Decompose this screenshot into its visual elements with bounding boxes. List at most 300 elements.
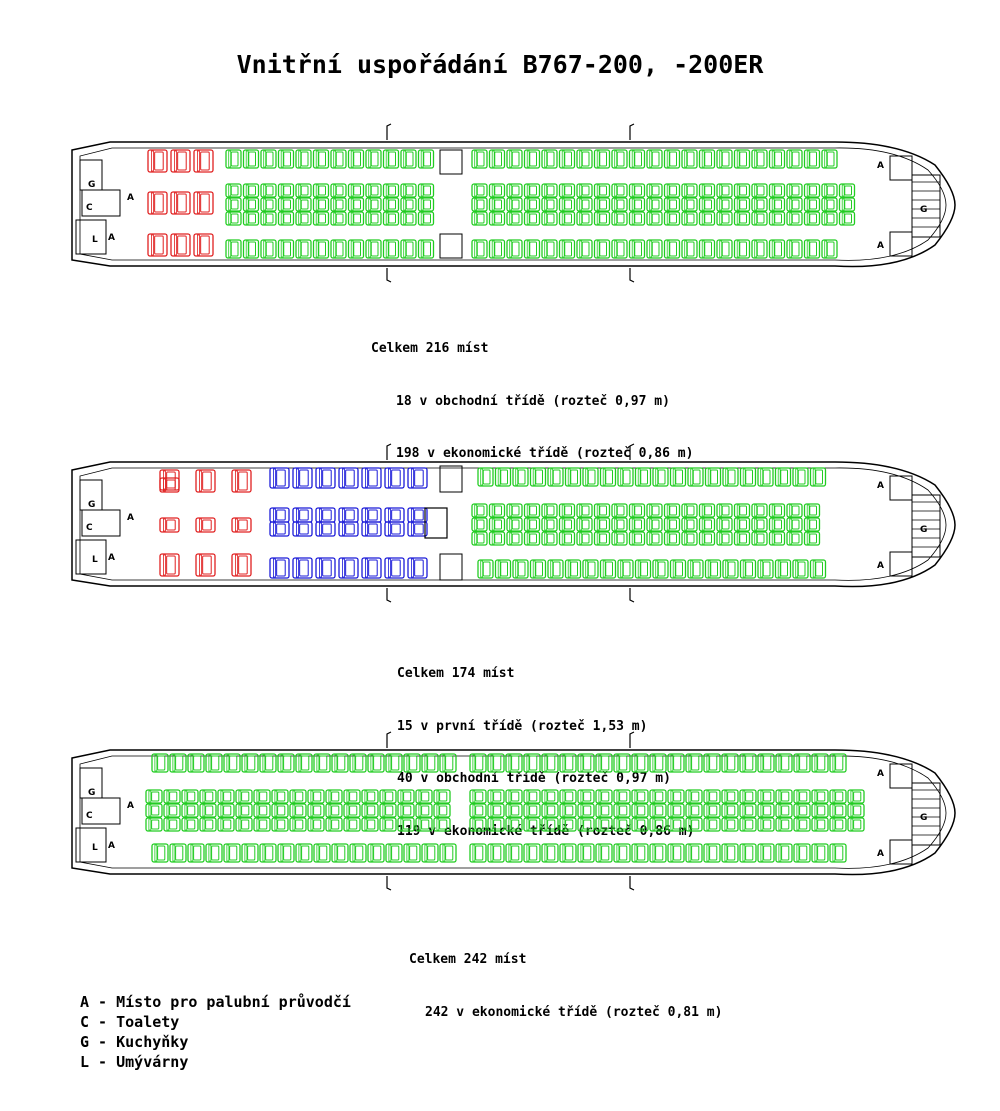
economy-seat — [741, 468, 756, 486]
economy-seat — [404, 754, 420, 772]
economy-seat — [752, 240, 767, 258]
economy-seat — [740, 818, 756, 831]
economy-seat — [398, 790, 414, 803]
economy-seat — [650, 790, 666, 803]
economy-seat — [434, 790, 450, 803]
economy-seat — [717, 518, 732, 531]
economy-seat — [840, 184, 855, 197]
economy-seat — [401, 212, 416, 225]
economy-seat — [647, 150, 662, 168]
business-seat — [316, 522, 335, 536]
economy-seat — [630, 198, 645, 211]
economy-seat — [308, 790, 324, 803]
economy-seat — [254, 790, 270, 803]
economy-seat — [507, 518, 522, 531]
economy-seat — [542, 212, 557, 225]
economy-seat — [811, 468, 826, 486]
economy-seat — [470, 844, 486, 862]
economy-seat — [647, 184, 662, 197]
economy-seat — [416, 790, 432, 803]
economy-seat — [542, 818, 558, 831]
legend-toilet: C - Toalety — [80, 1013, 180, 1031]
economy-seat — [612, 150, 627, 168]
economy-seat — [525, 212, 540, 225]
lavatory-block — [76, 540, 106, 574]
economy-seat — [401, 150, 416, 168]
economy-seat — [793, 560, 808, 578]
economy-seat — [735, 504, 750, 517]
economy-seat — [647, 504, 662, 517]
economy-seat — [805, 240, 820, 258]
economy-seat — [770, 198, 785, 211]
legend-lavatory: L - Umývárny — [80, 1053, 189, 1071]
economy-seat — [787, 150, 802, 168]
economy-seat — [577, 212, 592, 225]
economy-seat — [525, 184, 540, 197]
economy-seat — [260, 754, 276, 772]
lavatory-block — [76, 828, 106, 862]
economy-seat — [682, 240, 697, 258]
economy-seat — [384, 240, 399, 258]
economy-seat — [717, 240, 732, 258]
economy-seat — [776, 790, 792, 803]
door-marker-top — [630, 444, 634, 460]
economy-seat — [490, 504, 505, 517]
economy-seat — [630, 240, 645, 258]
business-seat — [385, 508, 404, 522]
economy-seat — [830, 790, 846, 803]
first-seat — [160, 518, 179, 532]
economy-seat — [490, 198, 505, 211]
economy-seat — [632, 844, 648, 862]
economy-seat — [218, 818, 234, 831]
economy-seat — [740, 844, 756, 862]
economy-seat — [326, 790, 342, 803]
toilet-label: C — [86, 203, 93, 213]
business-seat — [385, 468, 404, 488]
economy-seat — [419, 198, 434, 211]
economy-seat — [583, 560, 598, 578]
economy-seat — [752, 150, 767, 168]
seat-map-config-3 — [0, 728, 1000, 898]
economy-seat — [632, 790, 648, 803]
economy-seat — [244, 198, 259, 211]
economy-seat — [362, 818, 378, 831]
economy-seat — [682, 184, 697, 197]
attendant-label: A — [108, 233, 115, 243]
business-seat — [270, 522, 289, 536]
business-seat — [339, 522, 358, 536]
economy-seat — [470, 790, 486, 803]
economy-seat — [647, 240, 662, 258]
economy-seat — [472, 518, 487, 531]
economy-seat — [331, 212, 346, 225]
economy-seat — [787, 212, 802, 225]
business-seat — [316, 558, 335, 578]
economy-seat — [331, 198, 346, 211]
economy-seat — [416, 818, 432, 831]
economy-seat — [668, 844, 684, 862]
economy-seat — [740, 804, 756, 817]
economy-seat — [470, 818, 486, 831]
economy-seat — [244, 150, 259, 168]
economy-seat — [665, 198, 680, 211]
economy-seat — [404, 844, 420, 862]
config-1-total: Celkem 216 míst — [371, 341, 489, 356]
business-seat — [362, 558, 381, 578]
economy-seat — [647, 532, 662, 545]
economy-seat — [244, 212, 259, 225]
economy-seat — [434, 818, 450, 831]
economy-seat — [224, 844, 240, 862]
economy-seat — [384, 150, 399, 168]
economy-seat — [735, 240, 750, 258]
economy-seat — [548, 560, 563, 578]
economy-seat — [650, 818, 666, 831]
economy-seat — [422, 844, 438, 862]
economy-seat — [344, 818, 360, 831]
galley-label: G — [88, 180, 96, 190]
economy-seat — [296, 844, 312, 862]
economy-seat — [472, 184, 487, 197]
economy-seat — [488, 844, 504, 862]
economy-seat — [560, 504, 575, 517]
economy-seat — [366, 240, 381, 258]
door-marker-bottom — [630, 588, 634, 602]
economy-seat — [700, 504, 715, 517]
economy-seat — [630, 532, 645, 545]
page-title: Vnitřní uspořádání B767-200, -200ER — [236, 50, 764, 79]
economy-seat — [787, 198, 802, 211]
mid-lav — [440, 466, 462, 492]
economy-seat — [805, 184, 820, 197]
economy-seat — [472, 212, 487, 225]
economy-seat — [770, 532, 785, 545]
economy-seat — [560, 198, 575, 211]
economy-seat — [525, 532, 540, 545]
economy-seat — [665, 518, 680, 531]
economy-seat — [770, 212, 785, 225]
economy-seat — [717, 532, 732, 545]
economy-seat — [682, 150, 697, 168]
economy-seat — [349, 150, 364, 168]
economy-seat — [350, 844, 366, 862]
economy-seat — [722, 818, 738, 831]
economy-seat — [332, 844, 348, 862]
economy-seat — [548, 468, 563, 486]
door-marker-top — [387, 732, 391, 748]
economy-seat — [722, 844, 738, 862]
economy-seat — [840, 212, 855, 225]
economy-seat — [595, 518, 610, 531]
business-seat — [148, 192, 167, 214]
door-marker-bottom — [630, 268, 634, 282]
economy-seat — [700, 212, 715, 225]
config-2-line-2: 40 v obchodní třídě (rozteč 0,97 m) — [397, 771, 671, 786]
economy-seat — [770, 240, 785, 258]
business-seat — [171, 192, 190, 214]
economy-seat — [419, 184, 434, 197]
economy-seat — [682, 212, 697, 225]
economy-seat — [331, 184, 346, 197]
economy-seat — [665, 504, 680, 517]
economy-seat — [758, 844, 774, 862]
economy-seat — [647, 518, 662, 531]
economy-seat — [614, 754, 630, 772]
door-marker-top — [387, 444, 391, 460]
economy-seat — [706, 560, 721, 578]
economy-seat — [776, 804, 792, 817]
business-seat — [408, 508, 427, 522]
economy-seat — [386, 844, 402, 862]
economy-seat — [236, 804, 252, 817]
economy-seat — [840, 198, 855, 211]
economy-seat — [242, 844, 258, 862]
business-seat — [270, 468, 289, 488]
mid-lav — [440, 234, 462, 258]
toilet-label: C — [86, 523, 93, 533]
economy-seat — [723, 468, 738, 486]
economy-seat — [362, 790, 378, 803]
economy-seat — [686, 818, 702, 831]
economy-seat — [244, 184, 259, 197]
economy-seat — [524, 818, 540, 831]
economy-seat — [812, 790, 828, 803]
economy-seat — [595, 240, 610, 258]
economy-seat — [366, 150, 381, 168]
economy-seat — [419, 150, 434, 168]
economy-seat — [717, 504, 732, 517]
economy-seat — [531, 560, 546, 578]
economy-seat — [776, 844, 792, 862]
economy-seat — [787, 240, 802, 258]
business-seat — [362, 468, 381, 488]
economy-seat — [507, 198, 522, 211]
economy-seat — [665, 184, 680, 197]
economy-seat — [665, 532, 680, 545]
economy-seat — [542, 518, 557, 531]
economy-seat — [507, 504, 522, 517]
config-2-line-1: 15 v první třídě (rozteč 1,53 m) — [397, 718, 648, 734]
business-seat — [171, 234, 190, 256]
economy-seat — [614, 818, 630, 831]
economy-seat — [560, 844, 576, 862]
economy-seat — [170, 844, 186, 862]
front-lav-bottom — [890, 232, 912, 256]
economy-seat — [650, 804, 666, 817]
first-seat — [196, 470, 215, 492]
business-seat — [293, 508, 312, 522]
economy-seat — [362, 804, 378, 817]
config-3-summary — [409, 916, 722, 1039]
first-seat — [196, 554, 215, 576]
economy-seat — [560, 240, 575, 258]
economy-seat — [200, 818, 216, 831]
economy-seat — [507, 150, 522, 168]
economy-seat — [188, 754, 204, 772]
economy-seat — [525, 504, 540, 517]
economy-seat — [770, 504, 785, 517]
economy-seat — [700, 240, 715, 258]
economy-seat — [630, 184, 645, 197]
economy-seat — [776, 754, 792, 772]
economy-seat — [279, 240, 294, 258]
economy-seat — [236, 818, 252, 831]
economy-seat — [752, 198, 767, 211]
economy-seat — [525, 150, 540, 168]
economy-seat — [596, 754, 612, 772]
economy-seat — [472, 532, 487, 545]
economy-seat — [542, 804, 558, 817]
economy-seat — [794, 844, 810, 862]
economy-seat — [741, 560, 756, 578]
economy-seat — [612, 532, 627, 545]
economy-seat — [314, 150, 329, 168]
economy-seat — [296, 240, 311, 258]
business-seat — [270, 558, 289, 578]
economy-seat — [704, 754, 720, 772]
front-galley-label: G — [920, 525, 928, 535]
economy-seat — [704, 790, 720, 803]
economy-seat — [314, 184, 329, 197]
economy-seat — [401, 240, 416, 258]
economy-seat — [717, 212, 732, 225]
economy-seat — [671, 468, 686, 486]
economy-seat — [612, 504, 627, 517]
economy-seat — [524, 804, 540, 817]
economy-seat — [596, 844, 612, 862]
economy-seat — [490, 518, 505, 531]
economy-seat — [296, 150, 311, 168]
business-seat — [339, 558, 358, 578]
economy-seat — [380, 818, 396, 831]
economy-seat — [578, 804, 594, 817]
economy-seat — [577, 518, 592, 531]
economy-seat — [182, 818, 198, 831]
economy-seat — [700, 532, 715, 545]
economy-seat — [665, 212, 680, 225]
economy-seat — [682, 198, 697, 211]
economy-seat — [560, 532, 575, 545]
lavatory-block — [76, 220, 106, 254]
economy-seat — [182, 804, 198, 817]
economy-seat — [704, 818, 720, 831]
economy-seat — [490, 212, 505, 225]
economy-seat — [618, 468, 633, 486]
first-seat — [160, 554, 179, 576]
economy-seat — [647, 198, 662, 211]
economy-seat — [794, 754, 810, 772]
economy-seat — [542, 532, 557, 545]
economy-seat — [525, 198, 540, 211]
economy-seat — [272, 818, 288, 831]
economy-seat — [787, 518, 802, 531]
business-seat — [339, 468, 358, 488]
economy-seat — [152, 754, 168, 772]
economy-seat — [380, 804, 396, 817]
economy-seat — [332, 754, 348, 772]
economy-seat — [525, 518, 540, 531]
economy-seat — [686, 804, 702, 817]
economy-seat — [776, 468, 791, 486]
fuselage-inner — [80, 756, 946, 868]
economy-seat — [490, 150, 505, 168]
economy-seat — [542, 240, 557, 258]
economy-seat — [525, 240, 540, 258]
economy-seat — [787, 532, 802, 545]
toilet-label: C — [86, 811, 93, 821]
economy-seat — [244, 240, 259, 258]
economy-seat — [506, 804, 522, 817]
front-lav-bottom — [890, 552, 912, 576]
business-seat — [293, 522, 312, 536]
economy-seat — [308, 804, 324, 817]
economy-seat — [326, 818, 342, 831]
lavatory-label: L — [92, 235, 98, 245]
business-seat — [408, 558, 427, 578]
economy-seat — [668, 754, 684, 772]
attendant-label: A — [877, 241, 884, 251]
economy-seat — [577, 504, 592, 517]
door-marker-top — [387, 124, 391, 140]
economy-seat — [496, 468, 511, 486]
economy-seat — [349, 240, 364, 258]
economy-seat — [700, 184, 715, 197]
economy-seat — [770, 184, 785, 197]
economy-seat — [612, 198, 627, 211]
economy-seat — [630, 518, 645, 531]
economy-seat — [700, 198, 715, 211]
economy-seat — [560, 790, 576, 803]
business-seat — [148, 234, 167, 256]
economy-seat — [704, 844, 720, 862]
economy-seat — [278, 754, 294, 772]
economy-seat — [206, 844, 222, 862]
economy-seat — [440, 754, 456, 772]
economy-seat — [218, 790, 234, 803]
economy-seat — [668, 804, 684, 817]
economy-seat — [226, 212, 241, 225]
economy-seat — [490, 240, 505, 258]
economy-seat — [224, 754, 240, 772]
galley-label: G — [88, 500, 96, 510]
economy-seat — [401, 198, 416, 211]
economy-seat — [686, 754, 702, 772]
economy-seat — [717, 198, 732, 211]
economy-seat — [472, 504, 487, 517]
front-lav-bottom — [890, 840, 912, 864]
first-seat — [232, 518, 251, 532]
economy-seat — [419, 212, 434, 225]
economy-seat — [577, 184, 592, 197]
business-seat — [194, 234, 213, 256]
economy-seat — [752, 518, 767, 531]
economy-seat — [752, 504, 767, 517]
economy-seat — [805, 532, 820, 545]
economy-seat — [682, 518, 697, 531]
economy-seat — [470, 804, 486, 817]
economy-seat — [314, 844, 330, 862]
economy-seat — [752, 212, 767, 225]
economy-seat — [472, 240, 487, 258]
economy-seat — [560, 184, 575, 197]
business-seat — [362, 522, 381, 536]
economy-seat — [507, 532, 522, 545]
economy-seat — [368, 754, 384, 772]
economy-seat — [331, 240, 346, 258]
economy-seat — [261, 240, 276, 258]
economy-seat — [722, 754, 738, 772]
